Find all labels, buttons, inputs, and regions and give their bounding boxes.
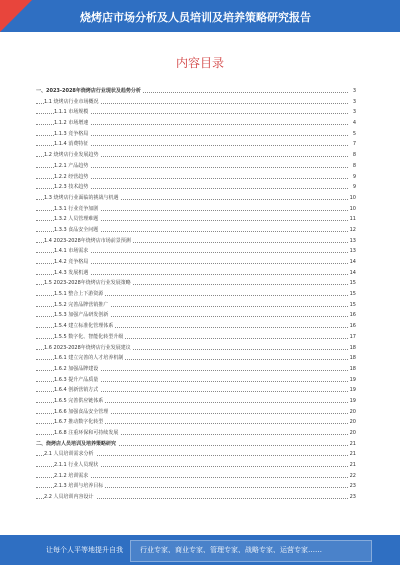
toc-entry-page: 7 (351, 139, 356, 150)
toc-entry-label: 1.3.1 行业竞争加剧 (54, 204, 100, 215)
toc-entry-label: 1.6.8 注重环保和可持续发展 (54, 428, 120, 439)
toc-entry-page: 22 (348, 471, 356, 482)
toc-entry-label: 1.5.4 建立标准化管理体系 (54, 321, 115, 332)
toc-entry[interactable] (36, 172, 356, 183)
toc-entry-page: 15 (348, 278, 356, 289)
toc-entry[interactable] (36, 225, 356, 236)
toc-entry-label: 1.5.3 加强产品研发创新 (54, 310, 110, 321)
toc-entry-page: 23 (348, 492, 356, 503)
toc-entry[interactable] (36, 257, 356, 268)
toc-entry-page: 10 (348, 204, 356, 215)
toc-entry[interactable] (36, 204, 356, 215)
toc-entry-page: 19 (348, 396, 356, 407)
toc-entry-label: 1.1.2 市场增速 (54, 118, 90, 129)
toc-entry-page: 16 (348, 310, 356, 321)
toc-entry-page: 9 (351, 172, 356, 183)
footer-slogan: 让每个人平等地提升自我 (46, 546, 123, 554)
toc-entry-page: 20 (348, 407, 356, 418)
toc-entry[interactable] (36, 343, 356, 354)
toc-entry-label: 1.5.2 完善品牌营销推广 (54, 300, 110, 311)
footer-experts: 行业专家、商业专家、管理专家、战略专家、运营专家…… (140, 546, 322, 554)
toc-entry-page: 19 (348, 375, 356, 386)
toc-entry-page: 19 (348, 385, 356, 396)
toc-entry-page: 5 (351, 129, 356, 140)
toc-entry-page: 3 (351, 97, 356, 108)
toc-entry-label: 1.1.1 市场规模 (54, 107, 90, 118)
toc-entry-page: 21 (348, 439, 356, 450)
toc-entry[interactable] (36, 396, 356, 407)
toc-entry[interactable] (36, 428, 356, 439)
toc-entry[interactable] (36, 417, 356, 428)
toc-entry-label: 1.2.2 经营趋势 (54, 172, 90, 183)
toc-entry[interactable] (36, 86, 356, 97)
toc-entry-page: 18 (348, 364, 356, 375)
toc-entry-label: 1.6.1 建立完善的人才培养机制 (54, 353, 125, 364)
toc-entry-label: 2.2 人员培训内容设计 (44, 492, 96, 503)
toc-entry[interactable] (36, 118, 356, 129)
toc-entry-label: 1.3.3 食品安全问题 (54, 225, 100, 236)
toc-entry[interactable] (36, 321, 356, 332)
toc-entry[interactable] (36, 353, 356, 364)
toc-entry-page: 21 (348, 449, 356, 460)
toc-entry-page: 16 (348, 321, 356, 332)
toc-entry[interactable] (36, 300, 356, 311)
toc-entry-label: 1.4.2 竞争格局 (54, 257, 90, 268)
toc-entry-label: 2.1.3 培训与培养目标 (54, 481, 105, 492)
toc-entry-label: 1.2.1 产品趋势 (54, 161, 90, 172)
toc-entry-label: 1.4 2023-2028年烧烤店市场前景预测 (44, 236, 133, 247)
toc-entry[interactable] (36, 481, 356, 492)
toc-entry-page: 20 (348, 428, 356, 439)
toc-entry-page: 18 (348, 353, 356, 364)
toc-entry[interactable] (36, 268, 356, 279)
toc-entry-label: 1.4.3 发展机遇 (54, 268, 90, 279)
toc-entry-label: 一、2023-2028年烧烤店行业现状及趋势分析 (36, 86, 143, 97)
toc-entry-page: 4 (351, 118, 356, 129)
toc-entry-page: 8 (351, 161, 356, 172)
toc-entry-label: 1.5.5 数字化、智能化转型升级 (54, 332, 125, 343)
toc-entry[interactable] (36, 214, 356, 225)
toc-entry-page: 3 (351, 86, 356, 97)
toc-title: 内容目录 (175, 56, 224, 70)
toc-entry[interactable] (36, 449, 356, 460)
toc-entry-label: 1.6.7 推动数字化转型 (54, 417, 105, 428)
toc-entry-page: 13 (348, 236, 356, 247)
toc-entry[interactable] (36, 236, 356, 247)
toc-entry-page: 3 (351, 107, 356, 118)
toc-entry-page: 15 (348, 289, 356, 300)
toc-entry-label: 1.4.1 市场需求 (54, 246, 90, 257)
header-corner-accent (0, 0, 32, 32)
page-header (0, 0, 400, 32)
report-title: 烧烤店市场分析及人员培训及培养策略研究报告 (80, 11, 311, 24)
page-footer (0, 535, 400, 565)
toc-entry[interactable] (36, 278, 356, 289)
toc-entry[interactable] (36, 182, 356, 193)
toc-entry[interactable] (36, 439, 356, 450)
toc-entry-page: 8 (351, 150, 356, 161)
toc-entry[interactable] (36, 310, 356, 321)
toc-entry[interactable] (36, 375, 356, 386)
toc-entry-page: 11 (348, 214, 356, 225)
toc-entry[interactable] (36, 97, 356, 108)
toc-entry[interactable] (36, 139, 356, 150)
toc-entry-label: 1.5 2023-2028年烧烤店行业发展策略 (44, 278, 133, 289)
toc-entry-label: 1.6.4 创新营销方式 (54, 385, 100, 396)
toc-entry-label: 1.6.3 提升产品质量 (54, 375, 100, 386)
toc-entry-page: 18 (348, 343, 356, 354)
toc-entry-label: 2.1.1 行业人员现状 (54, 460, 100, 471)
toc-entry-label: 2.1 人员培训需求分析 (44, 449, 96, 460)
toc-entry-label: 1.5.1 整合上下游资源 (54, 289, 105, 300)
toc-entry-page: 17 (348, 332, 356, 343)
toc-entry-label: 1.1.3 竞争格局 (54, 129, 90, 140)
toc-entry[interactable] (36, 161, 356, 172)
toc-entry-label: 1.3 烧烤店行业面临的挑战与机遇 (44, 193, 121, 204)
toc-entry-page: 23 (348, 481, 356, 492)
toc-entry[interactable] (36, 246, 356, 257)
toc-entry-label: 1.6.6 加强食品安全管理 (54, 407, 110, 418)
toc-entry-label: 1.6.2 加强品牌建设 (54, 364, 100, 375)
toc-entry[interactable] (36, 492, 356, 503)
toc-entry-page: 9 (351, 182, 356, 193)
toc-entry[interactable] (36, 332, 356, 343)
toc-entry-page: 13 (348, 246, 356, 257)
toc-entry-page: 21 (348, 460, 356, 471)
toc-entry[interactable] (36, 471, 356, 482)
toc-entry[interactable] (36, 289, 356, 300)
toc-entry[interactable] (36, 150, 356, 161)
toc-entry[interactable] (36, 107, 356, 118)
toc-entry[interactable] (36, 193, 356, 204)
toc-entry-label: 1.1 烧烤店行业市场概况 (44, 97, 101, 108)
toc-entry-label: 1.3.2 人员管理难题 (54, 214, 100, 225)
toc-entry[interactable] (36, 129, 356, 140)
toc-entry-page: 20 (348, 417, 356, 428)
toc-entry-page: 12 (348, 225, 356, 236)
toc-entry-label: 1.2 烧烤店行业发展趋势 (44, 150, 101, 161)
toc-entry-page: 10 (348, 193, 356, 204)
toc-entry-label: 1.1.4 消费特征 (54, 139, 90, 150)
toc-entry-page: 14 (348, 268, 356, 279)
toc-entry[interactable] (36, 364, 356, 375)
toc-entry-page: 14 (348, 257, 356, 268)
toc-entry-label: 1.2.3 技术趋势 (54, 182, 90, 193)
toc-entry-label: 2.1.2 培训需求 (54, 471, 90, 482)
toc-entry[interactable] (36, 407, 356, 418)
table-of-contents (36, 86, 356, 503)
toc-entry-page: 15 (348, 300, 356, 311)
toc-entry[interactable] (36, 385, 356, 396)
toc-entry-label: 1.6 2023-2028年烧烤店行业发展建议 (44, 343, 133, 354)
toc-entry-label: 二、烧烤店人员培训及培养策略研究 (36, 439, 118, 450)
toc-entry-label: 1.6.5 完善供应链体系 (54, 396, 105, 407)
toc-entry[interactable] (36, 460, 356, 471)
